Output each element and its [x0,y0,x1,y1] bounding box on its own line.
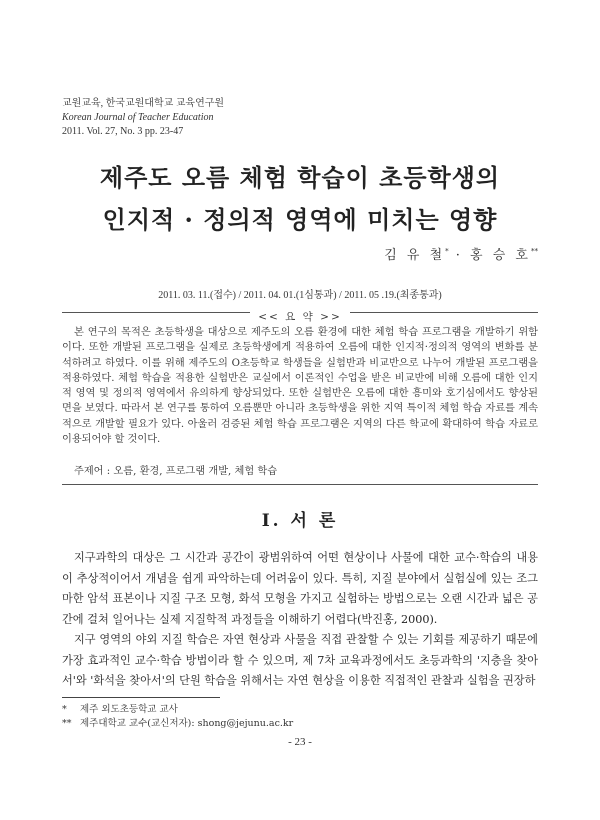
footnote-2 [62,717,293,731]
author-1-mark: * [445,247,449,256]
paper-title-line-2: 인지적 · 정의적 영역에 미치는 영향 [102,205,498,234]
author-1: 김 유 철 [384,248,446,263]
body-paragraph-2: 지구 영역의 야외 지질 학습은 자연 현상과 사물을 직접 관찰할 수 있는 기회를 제공하기 때문에 가장 효과적인 교수·학습 방법이라 할 수 있으며, 제 7차 교육과정에서도 초등과학의 '지층을 찾아서'와 '화석을 찾아서'의 단원 학습을 위해서는 자연 현상을 이용한 직접적인 관찰과 실험을 권장하 [62,633,538,687]
footnote-1-mark: * [62,704,67,715]
footnote-2-mark: ** [62,718,72,729]
footnote-1-text: 제주 외도초등학교 교사 [80,704,178,715]
journal-header [62,97,224,139]
body-paragraph-1: 지구과학의 대상은 그 시간과 공간이 광범위하여 어떤 현상이나 사물에 대한 교수·학습의 내용이 추상적이어서 개념을 쉽게 파악하는데 어려움이 있다. 특히, 지질 분야에서 실험실에 있는 조그마한 암석 표본이나 지질 구조 모형, 화석 모형을 가지고 실험하는 방법으로는 오랜 시간과 넓은 공간에 걸쳐 일어나는 실제 지질학적 과정들을 이해하기 어렵다(박진홍, 2000). [62,551,538,626]
journal-issue: 2011. Vol. 27, No. 3 pp. 23-47 [62,126,184,137]
footnote-rule [62,697,220,698]
author-2-mark: ** [531,247,538,256]
author-line [384,244,538,263]
author-separator: · [448,248,471,263]
footnote-1 [62,703,293,717]
abstract-bottom-rule [62,484,538,485]
keywords: 주제어 : 오름, 환경, 프로그램 개발, 체험 학습 [74,466,278,477]
section-heading: Ⅰ. 서 론 [261,511,339,531]
abstract-heading [0,305,600,324]
footnote-2-text: 제주대학교 교수(교신저자): shong@jejunu.ac.kr [80,718,294,729]
page-number: - 23 - [288,736,312,748]
footnotes [62,703,293,731]
journal-name-ko: 교원교육, 한국교원대학교 교육연구원 [62,98,225,109]
journal-name-en: Korean Journal of Teacher Education [62,112,214,123]
author-2: 홍 승 호 [470,248,531,263]
submission-dates: 2011. 03. 11.(접수) / 2011. 04. 01.(1심통과) / 2011. 05 .19.(최종통과) [158,290,442,301]
paper-title-line-1: 제주도 오름 체험 학습이 초등학생의 [99,163,501,192]
abstract-label: << 요 약 >> [250,311,350,323]
abstract-text: 본 연구의 목적은 초등학생을 대상으로 제주도의 오름 환경에 대한 체험 학습 프로그램을 개발하기 위함이다. 또한 개발된 프로그램을 실제로 초등학생에게 적용하여 오름에 대한 인지적·정의적 영역의 변화를 분석하려고 하였다. 이를 위해 제주도의 O초등학교 학생들을 실험반과 비교반으로 나누어 개발된 프로그램을 적용하였다. 체험 학습을 적용한 실험반은 교실에서 이론적인 수업을 받은 비교반에 비해 오름에 대한 인지적 영역 및 정의적 영역에서 유의하게 향상되었다. 또한 실험반은 오름에 대한 흥미와 호기심에서도 향상된 면을 보였다. 따라서 본 연구를 통하여 오름뿐만 아니라 초등학생을 위한 지역 특이적 체험 학습 자료를 계속적으로 개발할 필요가 있다. 아울러 검증된 체험 학습 프로그램은 지역의 다른 학교에 확대하여 학습 자료로 이용되어야 할 것이다. [62,327,538,446]
